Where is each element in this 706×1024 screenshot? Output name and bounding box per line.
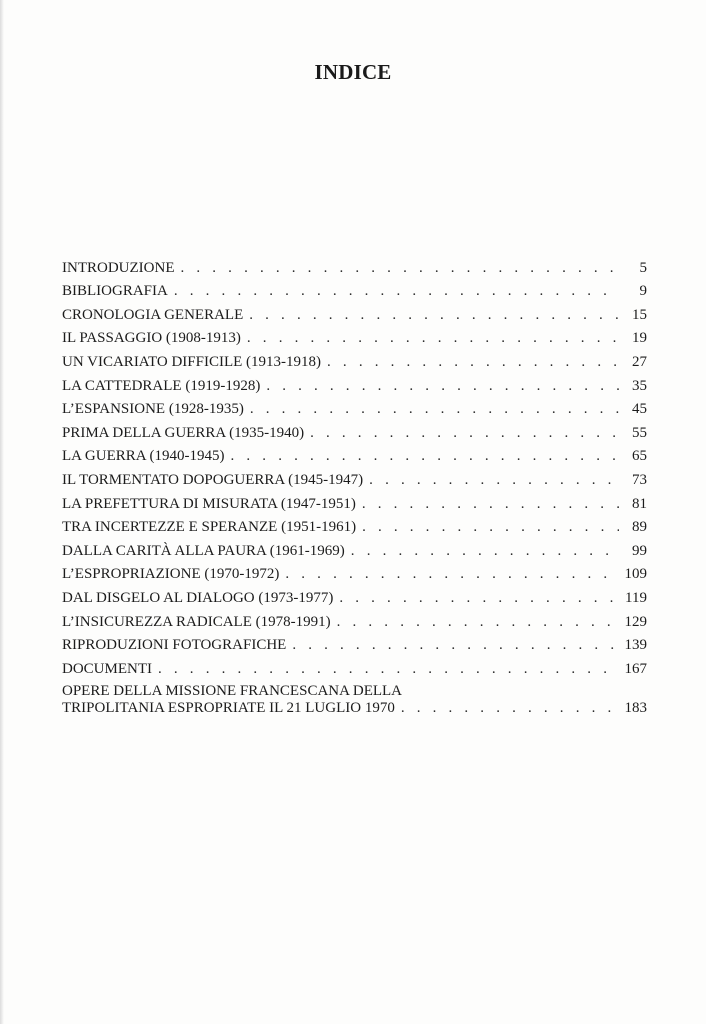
- dot-leader: [180, 260, 619, 276]
- toc-entry-title: INTRODUZIONE: [62, 259, 175, 276]
- toc-entry-page-number: 19: [632, 330, 647, 347]
- toc-entry-page-number: 27: [632, 353, 647, 370]
- toc-entry: [62, 346, 647, 370]
- dot-leader: [174, 283, 619, 299]
- toc-entry-title: L’ESPANSIONE (1928-1935): [62, 401, 244, 418]
- toc-entry-page-number: 55: [632, 424, 647, 441]
- toc-entry-title: RIPRODUZIONI FOTOGRAFICHE: [62, 637, 287, 654]
- toc-entry-title: LA GUERRA (1940-1945): [62, 448, 225, 465]
- toc-entry: [62, 559, 647, 583]
- toc-entry-title: DOCUMENTI: [62, 660, 152, 677]
- toc-entry: [62, 683, 647, 717]
- toc-entry: [62, 299, 647, 323]
- toc-entry-page-number: 129: [624, 613, 647, 630]
- toc-entry-title: IL TORMENTATO DOPOGUERRA (1945-1947): [62, 471, 364, 488]
- toc-entry-page-number: 9: [639, 283, 647, 300]
- toc-entry: [62, 488, 647, 512]
- toc-entry-title: LA PREFETTURA DI MISURATA (1947-1951): [62, 495, 356, 512]
- toc-entry: [62, 630, 647, 654]
- dot-leader: [292, 637, 619, 653]
- toc-entry-title: TRA INCERTEZZE E SPERANZE (1951-1961): [62, 519, 357, 536]
- table-of-contents: [62, 252, 647, 717]
- toc-entry-page-number: 139: [624, 637, 647, 654]
- toc-entry: [62, 464, 647, 488]
- toc-entry-title: DAL DISGELO AL DIALOGO (1973-1977): [62, 589, 334, 606]
- toc-entry-title: UN VICARIATO DIFFICILE (1913-1918): [62, 353, 322, 370]
- toc-entry: [62, 417, 647, 441]
- toc-entry: [62, 394, 647, 418]
- toc-entry: [62, 606, 647, 630]
- toc-entry-title: BIBLIOGRAFIA: [62, 283, 168, 300]
- toc-entry-title-line1: OPERE DELLA MISSIONE FRANCESCANA DELLA: [62, 682, 403, 699]
- toc-entry-page-number: 65: [632, 448, 647, 465]
- toc-entry: [62, 512, 647, 536]
- toc-entry-page-number: 167: [624, 660, 647, 677]
- dot-leader: [351, 543, 619, 559]
- dot-leader: [266, 378, 619, 394]
- toc-entry: [62, 370, 647, 394]
- toc-entry-page-number: 99: [632, 542, 647, 559]
- dot-leader: [327, 354, 619, 370]
- dot-leader: [310, 425, 619, 441]
- toc-entry-title: LA CATTEDRALE (1919-1928): [62, 377, 261, 394]
- dot-leader: [362, 496, 619, 512]
- toc-entry-line2: [62, 700, 647, 717]
- page-title: INDICE: [314, 60, 392, 84]
- toc-entry-title-line2: TRIPOLITANIA ESPROPRIATE IL 21 LUGLIO 1970: [62, 699, 395, 716]
- scan-edge: [0, 0, 4, 1024]
- toc-entry-title: L’ESPROPRIAZIONE (1970-1972): [62, 566, 280, 583]
- toc-entry-title: L’INSICUREZZA RADICALE (1978-1991): [62, 613, 331, 630]
- toc-entry-title: CRONOLOGIA GENERALE: [62, 306, 244, 323]
- dot-leader: [337, 614, 619, 630]
- toc-entry-title: IL PASSAGGIO (1908-1913): [62, 330, 241, 347]
- dot-leader: [249, 307, 619, 323]
- dot-leader: [339, 590, 619, 606]
- toc-entry-title: PRIMA DELLA GUERRA (1935-1940): [62, 424, 305, 441]
- toc-entry-page-number: 81: [632, 495, 647, 512]
- dot-leader: [158, 661, 619, 677]
- toc-entry-page-number: 35: [632, 377, 647, 394]
- toc-entry-page-number: 109: [624, 566, 647, 583]
- dot-leader: [247, 330, 619, 346]
- dot-leader: [231, 448, 620, 464]
- toc-entry: [62, 653, 647, 677]
- toc-entry-page-number: 183: [624, 699, 647, 716]
- dot-leader: [285, 566, 619, 582]
- toc-entry-page-number: 45: [632, 401, 647, 418]
- toc-entry: [62, 582, 647, 606]
- toc-entry-page-number: 15: [632, 306, 647, 323]
- toc-entry-page-number: 73: [632, 471, 647, 488]
- toc-entry-title: DALLA CARITÀ ALLA PAURA (1961-1969): [62, 542, 345, 559]
- toc-entry-page-number: 119: [625, 589, 647, 606]
- toc-entry-page-number: 5: [639, 259, 647, 276]
- toc-entry: [62, 535, 647, 559]
- toc-entry: [62, 252, 647, 276]
- dot-leader: [362, 519, 619, 535]
- dot-leader: [369, 472, 619, 488]
- toc-entry: [62, 276, 647, 300]
- toc-entry: [62, 441, 647, 465]
- dot-leader: [250, 401, 619, 417]
- dot-leader: [401, 700, 619, 717]
- toc-entry: [62, 323, 647, 347]
- toc-entry-page-number: 89: [632, 519, 647, 536]
